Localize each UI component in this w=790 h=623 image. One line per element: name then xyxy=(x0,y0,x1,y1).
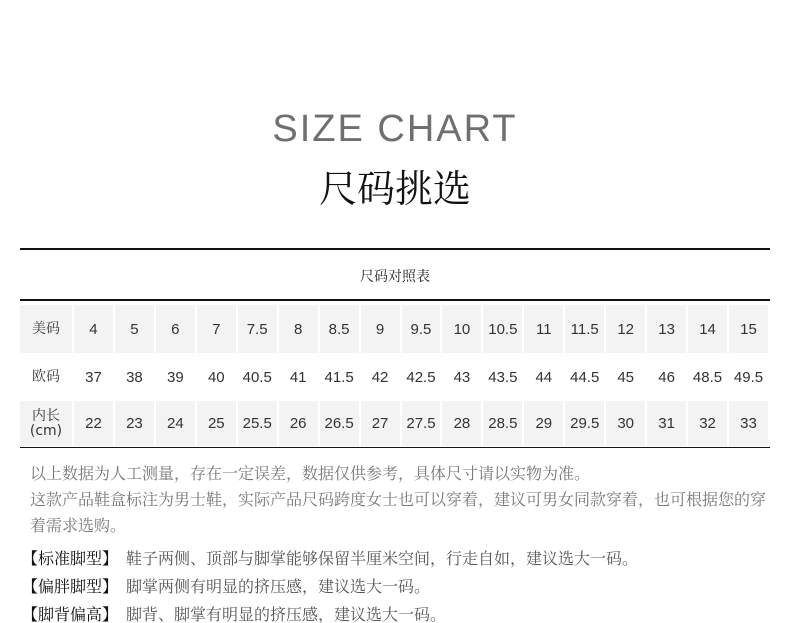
cell: 14 xyxy=(688,305,729,353)
cell: 38 xyxy=(115,353,156,401)
cell: 10 xyxy=(442,305,483,353)
cell: 11.5 xyxy=(565,305,606,353)
cell: 44.5 xyxy=(565,353,606,401)
cell: 26 xyxy=(279,401,320,446)
cell: 43.5 xyxy=(483,353,524,401)
table-row-length xyxy=(20,401,770,446)
cell: 44 xyxy=(524,353,565,401)
cell: 10.5 xyxy=(483,305,524,353)
cell: 29 xyxy=(524,401,565,446)
cell: 45 xyxy=(606,353,647,401)
cell: 33 xyxy=(729,401,770,446)
notes xyxy=(30,461,770,539)
cell: 23 xyxy=(115,401,156,446)
cell: 28 xyxy=(442,401,483,446)
cell: 12 xyxy=(606,305,647,353)
cell: 27 xyxy=(361,401,402,446)
cell: 48.5 xyxy=(688,353,729,401)
cell: 29.5 xyxy=(565,401,606,446)
cell: 6 xyxy=(156,305,197,353)
bottom-rule xyxy=(20,447,770,448)
cell: 40.5 xyxy=(238,353,279,401)
fit-desc: 脚掌两侧有明显的挤压感，建议选大一码。 xyxy=(126,577,431,596)
fit-tag: 【偏胖脚型】 xyxy=(22,577,119,596)
fit-desc: 脚背、脚掌有明显的挤压感，建议选大一码。 xyxy=(126,605,447,623)
cell: 40 xyxy=(197,353,238,401)
fit-item-high-instep xyxy=(22,601,770,623)
cell: 22 xyxy=(74,401,115,446)
cell: 49.5 xyxy=(729,353,770,401)
note-measurement: 以上数据为人工测量，存在一定误差，数据仅供参考，具体尺寸请以实物为准。 xyxy=(30,464,591,483)
cell: 24 xyxy=(156,401,197,446)
cell: 7.5 xyxy=(238,305,279,353)
caption-rule xyxy=(20,299,770,301)
cell: 7 xyxy=(197,305,238,353)
row-label-us: 美码 xyxy=(20,305,74,353)
fit-item-standard xyxy=(22,545,770,573)
cell: 31 xyxy=(647,401,688,446)
cell: 43 xyxy=(442,353,483,401)
cell: 25.5 xyxy=(238,401,279,446)
cell: 39 xyxy=(156,353,197,401)
cell: 30 xyxy=(606,401,647,446)
size-table xyxy=(20,305,770,446)
cell: 41 xyxy=(279,353,320,401)
cell: 37 xyxy=(74,353,115,401)
cell: 8 xyxy=(279,305,320,353)
cell: 28.5 xyxy=(483,401,524,446)
row-label-length-line1: 内长 xyxy=(32,407,60,424)
title-en: SIZE CHART xyxy=(272,108,518,150)
cell: 41.5 xyxy=(320,353,361,401)
cell: 5 xyxy=(115,305,156,353)
table-row-us xyxy=(20,305,770,353)
cell: 4 xyxy=(74,305,115,353)
cell: 46 xyxy=(647,353,688,401)
fit-item-wide xyxy=(22,573,770,601)
note-unisex: 这款产品鞋盒标注为男士鞋，实际产品尺码跨度女士也可以穿着，建议可男女同款穿着，也可根据您的穿着需求选购。 xyxy=(30,490,767,535)
fit-tag: 【标准脚型】 xyxy=(22,549,119,568)
fit-desc: 鞋子两侧、顶部与脚掌能够保留半厘米空间，行走自如，建议选大一码。 xyxy=(126,549,639,568)
cell: 26.5 xyxy=(320,401,361,446)
cell: 9 xyxy=(361,305,402,353)
cell: 8.5 xyxy=(320,305,361,353)
cell: 42.5 xyxy=(402,353,443,401)
fit-guide xyxy=(22,545,770,623)
row-label-eu: 欧码 xyxy=(20,353,74,401)
fit-tag: 【脚背偏高】 xyxy=(22,605,119,623)
title-cn: 尺码挑选 xyxy=(318,167,471,211)
cell: 25 xyxy=(197,401,238,446)
row-label-length-line2: (cm) xyxy=(29,422,63,439)
cell: 32 xyxy=(688,401,729,446)
row-label-length xyxy=(20,401,74,446)
top-rule xyxy=(20,248,770,250)
table-row-eu xyxy=(20,353,770,401)
cell: 11 xyxy=(524,305,565,353)
cell: 13 xyxy=(647,305,688,353)
cell: 27.5 xyxy=(402,401,443,446)
cell: 42 xyxy=(361,353,402,401)
cell: 9.5 xyxy=(402,305,443,353)
table-caption: 尺码对照表 xyxy=(360,269,430,285)
cell: 15 xyxy=(729,305,770,353)
